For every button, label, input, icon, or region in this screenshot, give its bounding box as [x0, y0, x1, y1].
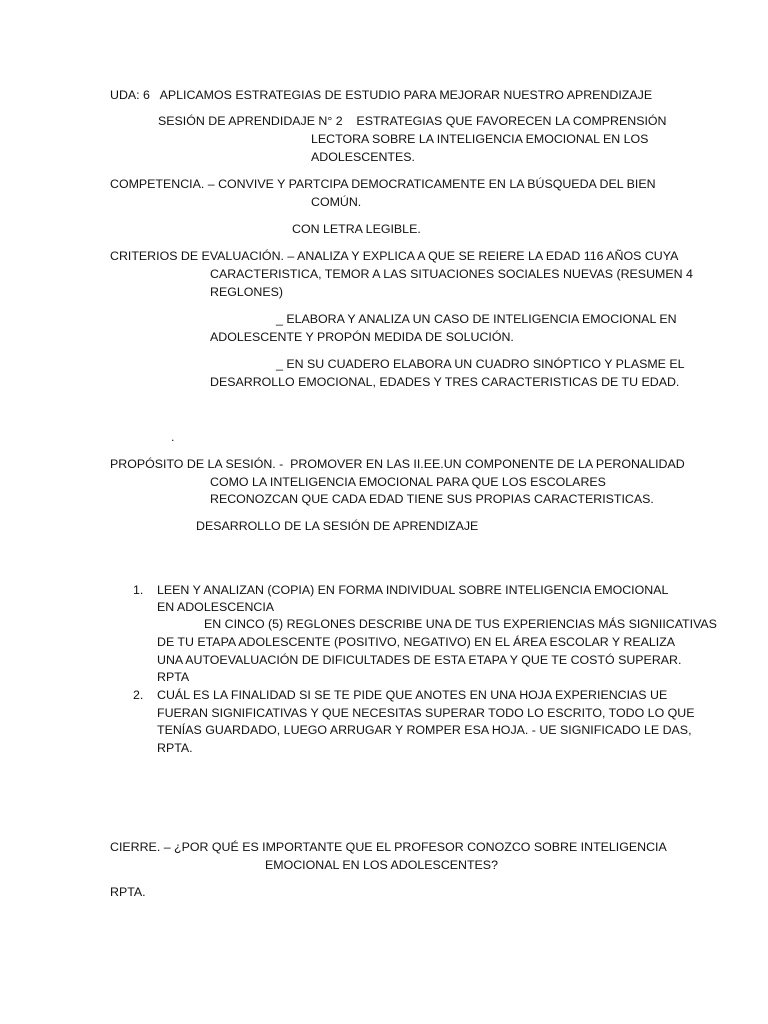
proposito-line3: RECONOZCAN QUE CADA EDAD TIENE SUS PROPIAS CARACTERISTICAS. — [210, 492, 654, 506]
criterio3-line2: DESARROLLO EMOCIONAL, EDADES Y TRES CARACTERISTICAS DE TU EDAD. — [210, 375, 680, 389]
criterio3-line1: _ EN SU CUADERO ELABORA UN CUADRO SINÓPTICO Y PLASME EL — [276, 357, 685, 371]
criterio2-line1: _ ELABORA Y ANALIZA UN CASO DE INTELIGENCIA EMOCIONAL EN — [276, 312, 677, 326]
session-title-line1: SESIÓN DE APRENDIDAJE N° 2 ESTRATEGIAS QUE FAVORECEN LA COMPRENSIÓN — [158, 114, 667, 128]
session-title-line2: LECTORA SOBRE LA INTELIGENCIA EMOCIONAL EN LOS — [311, 132, 649, 146]
legible-note: CON LETRA LEGIBLE. — [292, 222, 421, 236]
criterio1-line3: REGLONES) — [210, 285, 283, 299]
list-item-1-line2: EN ADOLESCENCIA — [157, 600, 275, 614]
list-item-2-line4: RPTA. — [157, 741, 193, 755]
list-item-1-line4: DE TU ETAPA ADOLESCENTE (POSITIVO, NEGATIVO) EN EL ÁREA ESCOLAR Y REALIZA — [157, 635, 676, 649]
criterio1-line1: CRITERIOS DE EVALUACIÓN. – ANALIZA Y EXPLICA A QUE SE REIERE LA EDAD 116 AÑOS CUYA — [110, 249, 679, 263]
desarrollo-title: DESARROLLO DE LA SESIÓN DE APRENDIZAJE — [196, 519, 479, 533]
proposito-line1: PROPÓSITO DE LA SESIÓN. - PROMOVER EN LAS II.EE.UN COMPONENTE DE LA PERONALIDAD — [110, 457, 685, 471]
cierre-line2: EMOCIONAL EN LOS ADOLESCENTES? — [265, 858, 498, 872]
list-item-1-line3: EN CINCO (5) REGLONES DESCRIBE UNA DE TUS EXPERIENCIAS MÁS SIGNIICATIVAS — [204, 617, 717, 631]
competencia-line2: COMÚN. — [311, 195, 362, 209]
cierre-rpta: RPTA. — [110, 885, 146, 899]
stray-dot: . — [171, 430, 175, 444]
list-item-2-line3: TENÍAS GUARDADO, LUEGO ARRUGAR Y ROMPER ESA HOJA. - UE SIGNIFICADO LE DAS, — [157, 723, 692, 737]
competencia-line1: COMPETENCIA. – CONVIVE Y PARTCIPA DEMOCRATICAMENTE EN LA BÚSQUEDA DEL BIEN — [110, 177, 656, 191]
criterio1-line2: CARACTERISTICA, TEMOR A LAS SITUACIONES SOCIALES NUEVAS (RESUMEN 4 — [210, 267, 693, 281]
list-item-1-line5: UNA AUTOEVALUACIÓN DE DIFICULTADES DE ESTA ETAPA Y QUE TE COSTÓ SUPERAR. — [157, 653, 682, 667]
list-item-2-line2: FUERAN SIGNIFICATIVAS Y QUE NECESITAS SUPERAR TODO LO ESCRITO, TODO LO QUE — [157, 706, 695, 720]
list-item-1-number: 1. — [133, 583, 144, 597]
list-item-1-line1: LEEN Y ANALIZAN (COPIA) EN FORMA INDIVIDUAL SOBRE INTELIGENCIA EMOCIONAL — [157, 583, 669, 597]
criterio2-line2: ADOLESCENTE Y PROPÓN MEDIDA DE SOLUCIÓN. — [210, 330, 514, 344]
proposito-line2: COMO LA INTELIGENCIA EMOCIONAL PARA QUE LOS ESCOLARES — [210, 475, 606, 489]
session-title-line3: ADOLESCENTES. — [311, 150, 415, 164]
cierre-line1: CIERRE. – ¿POR QUÉ ES IMPORTANTE QUE EL PROFESOR CONOZCO SOBRE INTELIGENCIA — [110, 840, 667, 854]
list-item-2-number: 2. — [133, 688, 144, 702]
uda-title: UDA: 6 APLICAMOS ESTRATEGIAS DE ESTUDIO PARA MEJORAR NUESTRO APRENDIZAJE — [110, 88, 653, 102]
list-item-1-line6: RPTA — [157, 670, 190, 684]
list-item-2-line1: CUÁL ES LA FINALIDAD SI SE TE PIDE QUE ANOTES EN UNA HOJA EXPERIENCIAS UE — [157, 688, 668, 702]
